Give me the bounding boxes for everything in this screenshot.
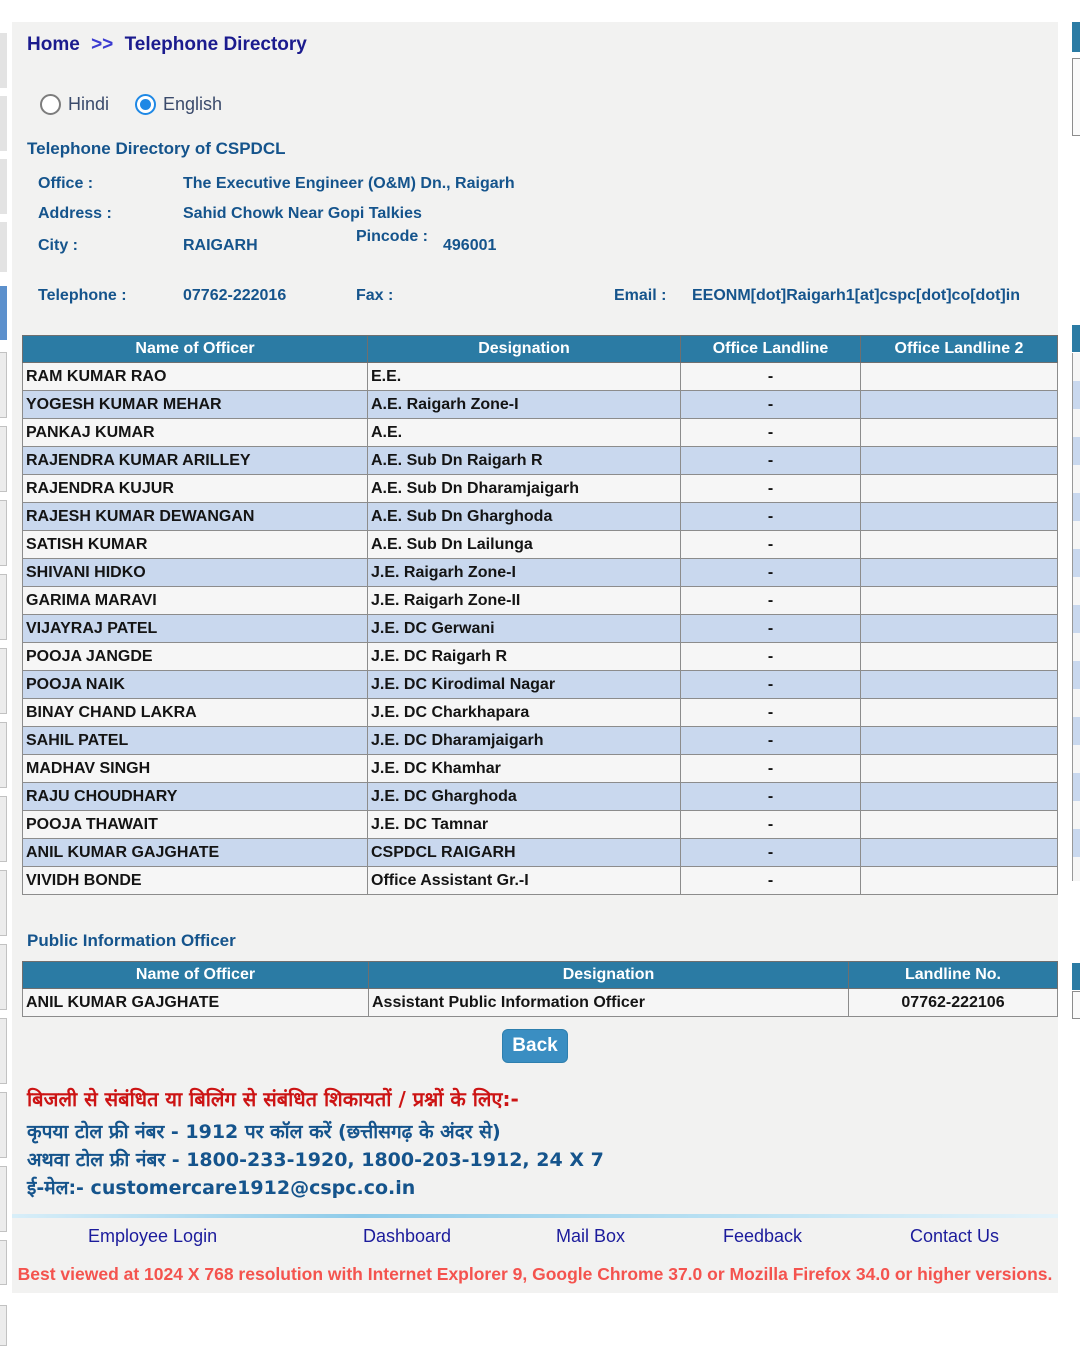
page-edge-fragment [0, 870, 7, 936]
officer-designation-cell: E.E. [368, 363, 681, 391]
pio-row [23, 989, 1058, 1017]
officer-designation-cell: J.E. Raigarh Zone-I [368, 559, 681, 587]
page-edge-fragment [1072, 963, 1080, 990]
city-value: RAIGARH [183, 237, 258, 254]
officer-landline2-cell [861, 615, 1058, 643]
page-edge-fragment [1072, 325, 1080, 352]
officer-row [23, 699, 1058, 727]
pio-header-name: Name of Officer [23, 962, 369, 989]
officer-designation-cell: A.E. Sub Dn Lailunga [368, 531, 681, 559]
officer-landline-cell: - [681, 755, 861, 783]
officer-landline2-cell [861, 419, 1058, 447]
officer-landline2-cell [861, 727, 1058, 755]
officer-landline-cell: - [681, 867, 861, 895]
page-edge-fragment [1072, 991, 1080, 1019]
page-edge-fragment [0, 159, 7, 214]
officer-landline2-cell [861, 475, 1058, 503]
back-button-row [12, 1029, 1058, 1063]
officer-landline2-cell [861, 391, 1058, 419]
officer-row [23, 671, 1058, 699]
officer-landline-cell: - [681, 587, 861, 615]
office-value: The Executive Engineer (O&M) Dn., Raigarh [183, 175, 515, 192]
officer-designation-cell: J.E. DC Kirodimal Nagar [368, 671, 681, 699]
officer-row [23, 391, 1058, 419]
officer-landline2-cell [861, 867, 1058, 895]
officer-designation-cell: J.E. DC Tamnar [368, 811, 681, 839]
officer-designation-cell: A.E. Raigarh Zone-I [368, 391, 681, 419]
page-edge-fragment [0, 944, 7, 1010]
officer-name-cell: ANIL KUMAR GAJGHATE [23, 839, 368, 867]
officer-landline-cell: - [681, 419, 861, 447]
english-radio[interactable] [135, 94, 156, 115]
page-edge-fragment [0, 1018, 7, 1084]
officer-designation-cell: A.E. [368, 419, 681, 447]
header-office-landline-2: Office Landline 2 [861, 336, 1058, 363]
address-value: Sahid Chowk Near Gopi Talkies [183, 205, 422, 222]
officer-name-cell: RAM KUMAR RAO [23, 363, 368, 391]
officer-landline-cell: - [681, 727, 861, 755]
header-name-of-officer: Name of Officer [23, 336, 368, 363]
officer-landline2-cell [861, 643, 1058, 671]
officer-landline-cell: - [681, 783, 861, 811]
officer-landline2-cell [861, 363, 1058, 391]
officer-row [23, 447, 1058, 475]
email-label: Email : [614, 287, 667, 304]
page-title: Telephone Directory of CSPDCL [27, 139, 286, 158]
hindi-radio[interactable] [40, 94, 61, 115]
officer-landline2-cell [861, 531, 1058, 559]
city-label: City : [38, 237, 78, 254]
page-edge-fragment [1072, 353, 1080, 881]
breadcrumb-separator: >> [91, 34, 114, 55]
page-edge-fragment [0, 574, 7, 640]
page-edge-fragment [0, 722, 7, 788]
email-value: EEONM[dot]Raigarh1[at]cspc[dot]co[dot]in [692, 287, 1020, 304]
officer-landline2-cell [861, 587, 1058, 615]
officer-name-cell: RAJENDRA KUMAR ARILLEY [23, 447, 368, 475]
officer-landline2-cell [861, 783, 1058, 811]
officer-designation-cell: J.E. DC Gerwani [368, 615, 681, 643]
complaint-heading: बिजली से संबंधित या बिलिंग से संबंधित शिकायतों / प्रश्नों के लिए:- [27, 1087, 519, 1111]
language-selector [40, 94, 1058, 115]
officer-row [23, 587, 1058, 615]
page-edge-fragment [0, 33, 7, 88]
pio-header-landline: Landline No. [849, 962, 1058, 989]
footer-link-contact-us[interactable]: Contact Us [910, 1226, 1000, 1246]
directory-table [22, 335, 1058, 895]
officer-designation-cell: Office Assistant Gr.-I [368, 867, 681, 895]
pio-table-header-row [23, 962, 1058, 989]
officer-row [23, 531, 1058, 559]
officer-row [23, 419, 1058, 447]
page-edge-fragment [0, 426, 7, 492]
officer-name-cell: MADHAV SINGH [23, 755, 368, 783]
page-edge-fragment [0, 222, 7, 272]
telephone-value: 07762-222016 [183, 287, 287, 304]
fax-label: Fax : [356, 287, 394, 304]
officer-name-cell: RAJESH KUMAR DEWANGAN [23, 503, 368, 531]
officer-landline2-cell [861, 699, 1058, 727]
officer-name-cell: POOJA JANGDE [23, 643, 368, 671]
officer-landline-cell: - [681, 447, 861, 475]
directory-table-header-row [23, 336, 1058, 363]
officer-name-cell: VIVIDH BONDE [23, 867, 368, 895]
officer-name-cell: SHIVANI HIDKO [23, 559, 368, 587]
complaint-email-line: ई-मेल:- customercare1912@cspc.co.in [27, 1177, 416, 1199]
pio-landline-cell: 07762-222106 [849, 989, 1058, 1017]
complaint-info [27, 1085, 1058, 1202]
office-info [38, 175, 1058, 321]
page-edge-fragment [0, 648, 7, 714]
footer-divider [12, 1214, 1058, 1218]
footer-link-mail-box[interactable]: Mail Box [556, 1226, 626, 1246]
officer-row [23, 559, 1058, 587]
officer-designation-cell: A.E. Sub Dn Dharamjaigarh [368, 475, 681, 503]
page-edge-fragment [1072, 58, 1080, 136]
officer-landline2-cell [861, 839, 1058, 867]
officer-landline-cell: - [681, 615, 861, 643]
officer-landline2-cell [861, 447, 1058, 475]
officer-name-cell: RAJENDRA KUJUR [23, 475, 368, 503]
officer-row [23, 643, 1058, 671]
page-edge-fragment [0, 500, 7, 566]
officer-name-cell: SATISH KUMAR [23, 531, 368, 559]
footer-links [12, 1224, 1058, 1252]
officer-designation-cell: CSPDCL RAIGARH [368, 839, 681, 867]
header-designation: Designation [368, 336, 681, 363]
pincode-value: 496001 [443, 237, 497, 254]
officer-row [23, 783, 1058, 811]
page-edge-fragment [0, 1092, 7, 1158]
officer-name-cell: RAJU CHOUDHARY [23, 783, 368, 811]
pio-table [22, 961, 1058, 1017]
officer-landline-cell: - [681, 559, 861, 587]
officer-name-cell: GARIMA MARAVI [23, 587, 368, 615]
page-edge-fragment [0, 286, 7, 340]
telephone-label: Telephone : [38, 287, 127, 304]
header-office-landline: Office Landline [681, 336, 861, 363]
page-edge-fragment [0, 1166, 7, 1232]
officer-name-cell: SAHIL PATEL [23, 727, 368, 755]
officer-landline-cell: - [681, 391, 861, 419]
officer-landline-cell: - [681, 811, 861, 839]
officer-row [23, 503, 1058, 531]
pio-section-title: Public Information Officer [27, 931, 236, 950]
address-label: Address : [38, 205, 112, 222]
footer-link-feedback[interactable]: Feedback [723, 1226, 803, 1246]
officer-designation-cell: J.E. DC Charkhapara [368, 699, 681, 727]
officer-designation-cell: J.E. DC Raigarh R [368, 643, 681, 671]
officer-landline2-cell [861, 671, 1058, 699]
officer-row [23, 363, 1058, 391]
officer-name-cell: BINAY CHAND LAKRA [23, 699, 368, 727]
hindi-radio-label[interactable]: Hindi [68, 94, 110, 114]
officer-landline-cell: - [681, 475, 861, 503]
officer-row [23, 727, 1058, 755]
page-edge-fragment [0, 796, 7, 862]
officer-landline2-cell [861, 503, 1058, 531]
main-content [12, 22, 1058, 1293]
officer-landline-cell: - [681, 699, 861, 727]
officer-row [23, 839, 1058, 867]
breadcrumb [12, 22, 1058, 64]
officer-name-cell: VIJAYRAJ PATEL [23, 615, 368, 643]
officer-landline2-cell [861, 755, 1058, 783]
back-button[interactable]: Back [502, 1029, 567, 1063]
footer-link-dashboard[interactable]: Dashboard [363, 1226, 452, 1246]
officer-name-cell: POOJA NAIK [23, 671, 368, 699]
officer-landline-cell: - [681, 671, 861, 699]
officer-landline-cell: - [681, 503, 861, 531]
english-radio-label[interactable]: English [163, 94, 223, 114]
officer-row [23, 755, 1058, 783]
page-edge-fragment [0, 1305, 7, 1346]
officer-name-cell: YOGESH KUMAR MEHAR [23, 391, 368, 419]
officer-designation-cell: J.E. Raigarh Zone-II [368, 587, 681, 615]
page-edge-fragment [0, 1240, 7, 1285]
officer-landline-cell: - [681, 643, 861, 671]
office-label: Office : [38, 175, 94, 192]
officer-landline-cell: - [681, 531, 861, 559]
officer-row [23, 811, 1058, 839]
officer-landline-cell: - [681, 363, 861, 391]
officer-name-cell: PANKAJ KUMAR [23, 419, 368, 447]
complaint-tollfree-alt-line: अथवा टोल फ्री नंबर - 1800-233-1920, 1800-203-1912, 24 X 7 [27, 1149, 604, 1171]
footer-link-employee-login[interactable]: Employee Login [88, 1226, 218, 1246]
officer-row [23, 615, 1058, 643]
officer-designation-cell: A.E. Sub Dn Gharghoda [368, 503, 681, 531]
officer-name-cell: POOJA THAWAIT [23, 811, 368, 839]
officer-row [23, 475, 1058, 503]
pincode-label: Pincode : [356, 228, 429, 245]
officer-row [23, 867, 1058, 895]
officer-landline2-cell [861, 811, 1058, 839]
pio-designation-cell: Assistant Public Information Officer [369, 989, 849, 1017]
page-edge-fragment [1072, 22, 1080, 52]
officer-landline-cell: - [681, 839, 861, 867]
pio-header-designation: Designation [369, 962, 849, 989]
best-viewed-notice: Best viewed at 1024 X 768 resolution with Internet Explorer 9, Google Chrome 37.0 or Mozilla Firefox 34.0 or higher versions. [17, 1264, 1053, 1284]
officer-landline2-cell [861, 559, 1058, 587]
pio-name-cell: ANIL KUMAR GAJGHATE [23, 989, 369, 1017]
complaint-tollfree-line: कृपया टोल फ्री नंबर - 1912 पर कॉल करें (छत्तीसगढ़ के अंदर से) [27, 1121, 501, 1143]
officer-designation-cell: A.E. Sub Dn Raigarh R [368, 447, 681, 475]
officer-designation-cell: J.E. DC Khamhar [368, 755, 681, 783]
officer-designation-cell: J.E. DC Dharamjaigarh [368, 727, 681, 755]
breadcrumb-current: Telephone Directory [124, 34, 307, 55]
page-edge-fragment [0, 96, 7, 151]
officer-designation-cell: J.E. DC Gharghoda [368, 783, 681, 811]
page-edge-fragment [0, 352, 7, 418]
breadcrumb-home-link[interactable]: Home [27, 34, 80, 55]
